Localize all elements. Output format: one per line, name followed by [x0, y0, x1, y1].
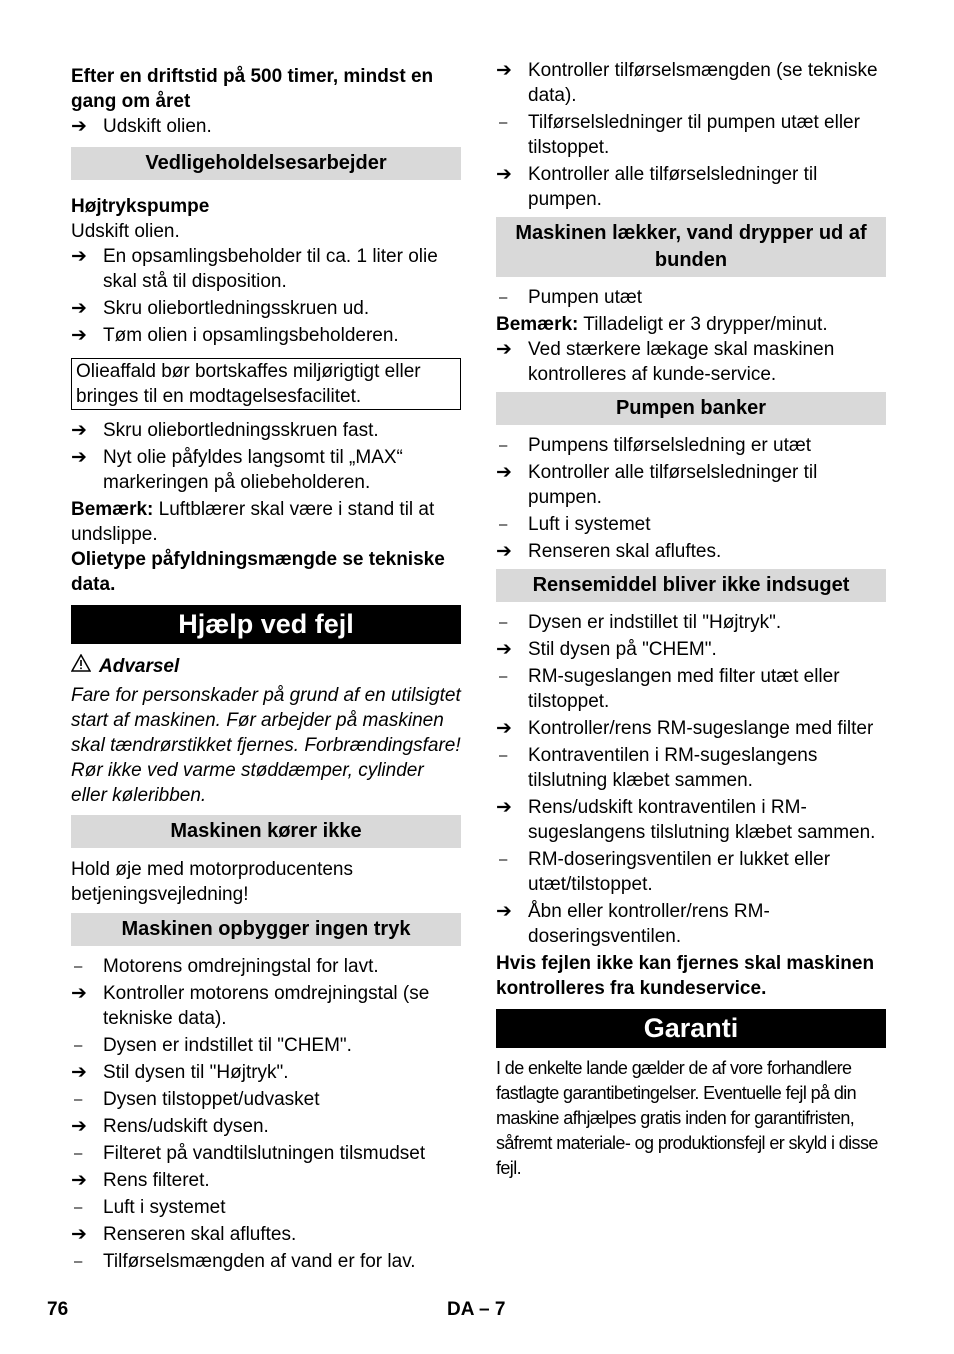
pump-text: Udskift olien. — [71, 221, 180, 242]
list-item — [496, 433, 886, 458]
section-header-detergent: Rensemiddel bliver ikke indsuget — [496, 569, 886, 602]
item-text: RM-doseringsventilen er lukket eller utæt/tilstoppet. — [528, 849, 831, 895]
warning-text: Fare for personskader på grund af en utilsigtet start af maskinen. Før arbejder på maskinen skal tændrørstikket fjernes. Forbrændingsfare! Rør ikke ved varme støddæmper, cylinder eller køleribben. — [71, 685, 461, 806]
arrow-icon: ➔ — [71, 447, 87, 468]
item-text: Pumpens tilførselsledning er utæt — [528, 435, 812, 456]
no-pressure-list — [71, 954, 461, 1274]
section-header-knock: Pumpen banker — [496, 392, 886, 425]
list-item — [71, 1114, 461, 1139]
item-text: Pumpen utæt — [528, 287, 643, 308]
item-text: Dysen er indstillet til "CHEM". — [103, 1035, 352, 1056]
item-text: Skru oliebortledningsskruen ud. — [103, 298, 370, 319]
section-header-no-pressure: Maskinen opbygger ingen tryk — [71, 913, 461, 946]
list-item — [496, 610, 886, 635]
arrow-icon: ➔ — [71, 983, 87, 1004]
item-text: Kontroller tilførselsmængden (se tekniske data). — [528, 60, 878, 106]
arrow-icon: ➔ — [71, 1224, 87, 1245]
arrow-icon: ➔ — [496, 462, 512, 483]
item-text: Åbn eller kontroller/rens RM-doseringsventilen. — [528, 901, 770, 947]
list-item — [496, 795, 886, 845]
item-text: Ved stærkere lækage skal maskinen kontrolleres af kunde-service. — [528, 339, 835, 385]
note-text: Luftblærer skal være i stand til at undslippe. — [71, 499, 435, 545]
arrow-icon: ➔ — [496, 639, 512, 660]
after-box-list — [71, 418, 461, 495]
dash-icon: – — [74, 1037, 83, 1054]
dash-icon: – — [74, 1145, 83, 1162]
list-item — [496, 847, 886, 897]
list-item — [496, 110, 886, 160]
right-column — [496, 58, 886, 1181]
item-text: Tøm olien i opsamlingsbeholderen. — [103, 325, 399, 346]
arrow-icon: ➔ — [496, 541, 512, 562]
arrow-icon: ➔ — [71, 420, 87, 441]
warranty-text: I de enkelte lande gælder de af vore forhandlere fastlagte garantibetingelser. Eventuelle fejl på din maskine afhjælpes gratis inden for garantifristen, såfremt materiale- og produktionsfejl er skyld i disse fejl. — [496, 1058, 878, 1178]
list-item — [496, 162, 886, 212]
dash-icon: – — [74, 1253, 83, 1270]
section-header-leak: Maskinen lækker, vand drypper ud af bunden — [496, 217, 886, 277]
item-text: Dysen er indstillet til "Højtryk". — [528, 612, 782, 633]
list-item — [71, 954, 461, 979]
item-text: Renseren skal afluftes. — [103, 1224, 297, 1245]
arrow-icon: ➔ — [71, 325, 87, 346]
detergent-list — [496, 610, 886, 949]
item-text: Filteret på vandtilslutningen tilsmudset — [103, 1143, 426, 1164]
list-item — [71, 418, 461, 443]
arrow-icon: ➔ — [496, 718, 512, 739]
list-item — [71, 1168, 461, 1193]
warning-label: Advarsel — [99, 656, 180, 677]
item-text: Stil dysen på "CHEM". — [528, 639, 717, 660]
item-text: Renseren skal afluftes. — [528, 541, 722, 562]
warning-heading — [71, 654, 461, 679]
list-item — [71, 1060, 461, 1085]
leak-note-text: Tilladeligt er 3 drypper/minut. — [578, 314, 828, 335]
dash-icon: – — [499, 516, 508, 533]
item-text: Tilførselsledninger til pumpen utæt eller tilstoppet. — [528, 112, 860, 158]
item-text: Udskift olien. — [103, 116, 212, 137]
section-header-warranty: Garanti — [496, 1009, 886, 1048]
pump-list — [71, 244, 461, 348]
dash-icon: – — [499, 437, 508, 454]
not-running-text: Hold øje med motorproducentens betjeningsvejledning! — [71, 859, 353, 905]
list-item — [71, 244, 461, 294]
list-item — [496, 664, 886, 714]
item-text: RM-sugeslangen med filter utæt eller tilstoppet. — [528, 666, 840, 712]
list-item — [496, 512, 886, 537]
list-item — [496, 539, 886, 564]
dash-icon: – — [499, 114, 508, 131]
knock-list — [496, 433, 886, 564]
leak-note — [496, 312, 886, 337]
dash-icon: – — [74, 958, 83, 975]
top-list — [496, 58, 886, 212]
list-item — [496, 285, 886, 310]
item-text: Kontroller alle tilførselsledninger til pumpen. — [528, 164, 818, 210]
note-paragraph — [71, 497, 461, 547]
arrow-icon: ➔ — [71, 246, 87, 267]
item-text: En opsamlingsbeholder til ca. 1 liter olie skal stå til disposition. — [103, 246, 438, 292]
item-text: Rens filteret. — [103, 1170, 210, 1191]
dash-icon: – — [499, 289, 508, 306]
leak-note-label: Bemærk: — [496, 314, 579, 335]
item-text: Kontroller alle tilførselsledninger til pumpen. — [528, 462, 818, 508]
list-item — [496, 716, 886, 741]
left-column — [71, 64, 461, 1276]
list-item — [496, 899, 886, 949]
arrow-icon: ➔ — [496, 164, 512, 185]
dash-icon: – — [499, 614, 508, 631]
arrow-icon: ➔ — [71, 298, 87, 319]
page-label: DA – 7 — [447, 1299, 506, 1320]
list-item — [71, 296, 461, 321]
dash-icon: – — [499, 747, 508, 764]
item-text: Rens/udskift dysen. — [103, 1116, 269, 1137]
list-item — [71, 1249, 461, 1274]
arrow-icon: ➔ — [71, 1170, 87, 1191]
item-text: Skru oliebortledningsskruen fast. — [103, 420, 379, 441]
list-item — [496, 637, 886, 662]
list-item — [71, 1222, 461, 1247]
list-item — [496, 460, 886, 510]
arrow-icon: ➔ — [496, 901, 512, 922]
arrow-icon: ➔ — [496, 339, 512, 360]
list-item — [71, 445, 461, 495]
dash-icon: – — [499, 668, 508, 685]
list-item — [496, 743, 886, 793]
section-header-help: Hjælp ved fejl — [71, 605, 461, 644]
item-text: Motorens omdrejningstal for lavt. — [103, 956, 379, 977]
arrow-icon: ➔ — [496, 60, 512, 81]
note-label: Bemærk: — [71, 499, 154, 520]
item-text: Dysen tilstoppet/udvasket — [103, 1089, 320, 1110]
item-text: Tilførselsmængden af vand er for lav. — [103, 1251, 416, 1272]
arrow-icon: ➔ — [71, 1062, 87, 1083]
item-text: Stil dysen til "Højtryk". — [103, 1062, 289, 1083]
item-text: Nyt olie påfyldes langsomt til „MAX“ markeringen på oliebeholderen. — [103, 447, 403, 493]
fault-paragraph: Hvis fejlen ikke kan fjernes skal maskinen kontrolleres fra kundeservice. — [496, 953, 875, 999]
arrow-icon: ➔ — [71, 116, 87, 137]
list-item — [496, 337, 886, 387]
item-text: Rens/udskift kontraventilen i RM-sugeslangens tilslutning klæbet sammen. — [528, 797, 876, 843]
warning-triangle-icon — [71, 654, 91, 679]
list-item — [496, 58, 886, 108]
dash-icon: – — [499, 851, 508, 868]
list-item — [71, 1141, 461, 1166]
subheading-pump: Højtrykspumpe — [71, 196, 210, 217]
item-text: Kontroller motorens omdrejningstal (se tekniske data). — [103, 983, 430, 1029]
list-item — [71, 323, 461, 348]
page-number: 76 — [47, 1299, 69, 1320]
item-text: Kontraventilen i RM-sugeslangens tilslutning klæbet sammen. — [528, 745, 818, 791]
item-text: Kontroller/rens RM-sugeslange med filter — [528, 718, 874, 739]
dash-icon: – — [74, 1091, 83, 1108]
note-box — [71, 358, 461, 410]
list-item — [71, 1195, 461, 1220]
section-header-not-running: Maskinen kører ikke — [71, 815, 461, 848]
list-item — [71, 1033, 461, 1058]
dash-icon: – — [74, 1199, 83, 1216]
list-item — [71, 1087, 461, 1112]
section-header-maintenance: Vedligeholdelsesarbejder — [71, 147, 461, 180]
oil-type-paragraph: Olietype påfyldningsmængde se tekniske data. — [71, 549, 445, 595]
arrow-icon: ➔ — [496, 797, 512, 818]
arrow-icon: ➔ — [71, 1116, 87, 1137]
item-text: Luft i systemet — [103, 1197, 226, 1218]
list-item — [71, 981, 461, 1031]
interval-heading: Efter en driftstid på 500 timer, mindst en gang om året — [71, 66, 434, 112]
item-text: Luft i systemet — [528, 514, 651, 535]
note-box-text: Olieaffald bør bortskaffes miljørigtigt eller bringes til en modtagelsesfacilitet. — [76, 361, 421, 407]
list-item — [71, 114, 461, 139]
